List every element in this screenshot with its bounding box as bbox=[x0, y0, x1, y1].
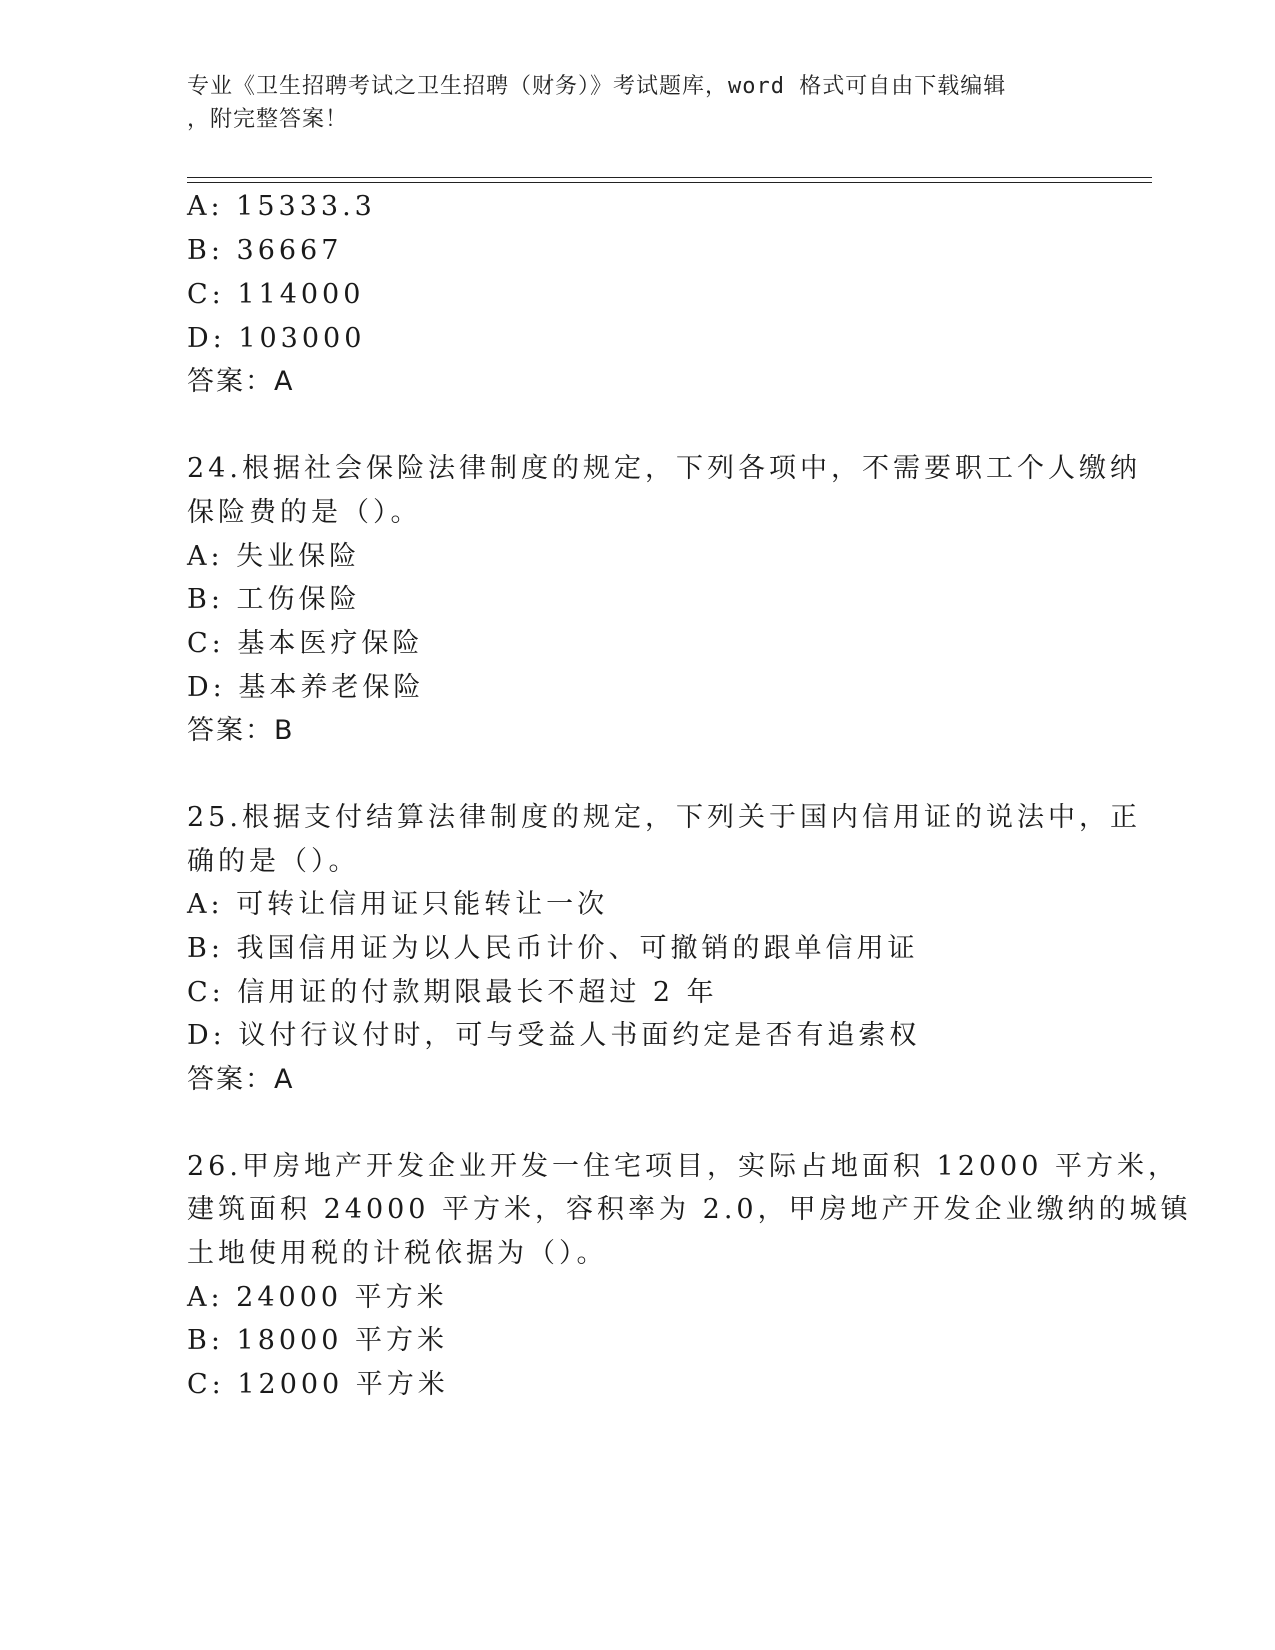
q25-option-a: A: 可转让信用证只能转让一次 bbox=[187, 889, 609, 920]
q24-stem-line-1: 24.根据社会保险法律制度的规定，下列各项中，不需要职工个人缴纳 bbox=[187, 453, 1141, 484]
q26-option-a: A: 24000 平方米 bbox=[187, 1282, 448, 1313]
q25-option-c: C: 信用证的付款期限最长不超过 2 年 bbox=[187, 977, 718, 1008]
q25-answer: 答案：A bbox=[187, 1064, 295, 1095]
q26-stem-line-3: 土地使用税的计税依据为（）。 bbox=[187, 1238, 608, 1269]
q26-stem-line-2: 建筑面积 24000 平方米，容积率为 2.0，甲房地产开发企业缴纳的城镇 bbox=[187, 1194, 1192, 1225]
q26-option-c: C: 12000 平方米 bbox=[187, 1369, 449, 1400]
q23-answer: 答案：A bbox=[187, 366, 295, 397]
q24-option-a: A: 失业保险 bbox=[187, 541, 361, 572]
header-divider-bottom bbox=[187, 182, 1152, 183]
q24-stem-line-2: 保险费的是（）。 bbox=[187, 497, 422, 528]
q24-option-c: C: 基本医疗保险 bbox=[187, 628, 424, 659]
q24-answer: 答案：B bbox=[187, 715, 295, 746]
q25-option-b: B: 我国信用证为以人民币计价、可撤销的跟单信用证 bbox=[187, 933, 919, 964]
header-line-1: 专业《卫生招聘考试之卫生招聘（财务）》考试题库，word 格式可自由下载编辑 bbox=[187, 74, 1007, 99]
header-line-2: ，附完整答案！ bbox=[187, 107, 349, 132]
q24-option-b: B: 工伤保险 bbox=[187, 584, 361, 615]
q23-option-c: C: 114000 bbox=[187, 279, 365, 310]
q25-stem-line-1: 25.根据支付结算法律制度的规定，下列关于国内信用证的说法中，正 bbox=[187, 802, 1141, 833]
q24-option-d: D: 基本养老保险 bbox=[187, 672, 425, 703]
q23-option-d: D: 103000 bbox=[187, 323, 366, 354]
q23-option-a: A: 15333.3 bbox=[187, 191, 376, 222]
q25-stem-line-2: 确的是（）。 bbox=[187, 846, 360, 877]
q23-option-b: B: 36667 bbox=[187, 235, 343, 266]
q26-option-b: B: 18000 平方米 bbox=[187, 1325, 448, 1356]
q26-stem-line-1: 26.甲房地产开发企业开发一住宅项目，实际占地面积 12000 平方米， bbox=[187, 1151, 1179, 1182]
page-header bbox=[187, 70, 1087, 136]
q25-option-d: D: 议付行议付时，可与受益人书面约定是否有追索权 bbox=[187, 1020, 921, 1051]
header-divider-top bbox=[187, 177, 1152, 178]
